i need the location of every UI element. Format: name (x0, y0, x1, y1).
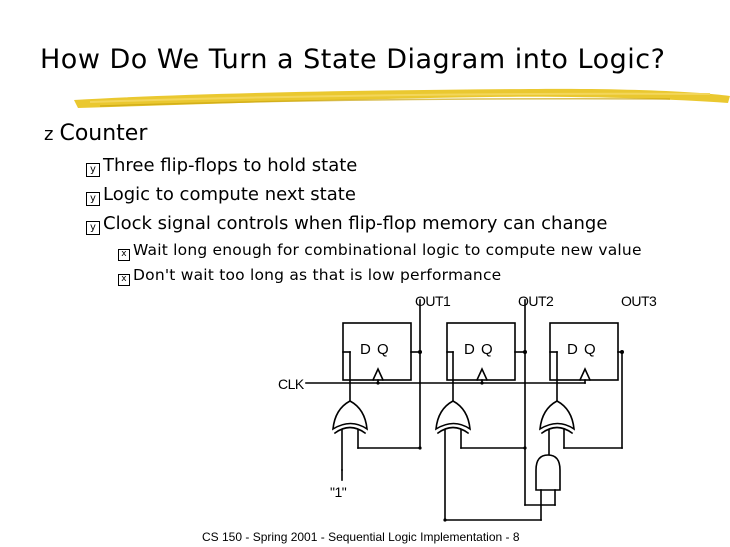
xor-gate-1 (333, 401, 367, 429)
bullet-text: Don't wait too long as that is low performance (133, 266, 502, 284)
output-label-out2: OUT2 (518, 293, 554, 309)
clock-label: CLK (278, 376, 304, 392)
checkbox-y-icon: y (86, 163, 100, 177)
slide-footer: CS 150 - Spring 2001 - Sequential Logic Implementation - 8 (202, 530, 520, 544)
output-label-out3: OUT3 (621, 293, 657, 309)
bullet-text: Wait long enough for combinational logic to compute new value (133, 241, 642, 259)
and-gate (536, 455, 560, 490)
checkbox-y-icon: y (86, 192, 100, 206)
flipflop-2-label: D Q (464, 341, 494, 358)
bullet-text: Logic to compute next state (103, 184, 356, 205)
slide-title: How Do We Turn a State Diagram into Logic? (40, 44, 666, 75)
output-label-out1: OUT1 (415, 293, 451, 309)
checkbox-x-icon: x (118, 249, 130, 261)
checkbox-x-icon: x (118, 274, 130, 286)
constant-one-label: "1" (330, 484, 347, 500)
xor-gate-3 (540, 401, 574, 429)
flipflop-1-label: D Q (360, 341, 390, 358)
bullet-marker-icon: z (44, 124, 54, 145)
xor-gate-2 (436, 401, 470, 429)
bullet-text: Clock signal controls when flip-flop memory can change (103, 213, 608, 234)
bullet-text: Counter (59, 121, 148, 146)
flipflop-3-label: D Q (567, 341, 597, 358)
bullet-text: Three flip-flops to hold state (103, 155, 358, 176)
checkbox-y-icon: y (86, 221, 100, 235)
